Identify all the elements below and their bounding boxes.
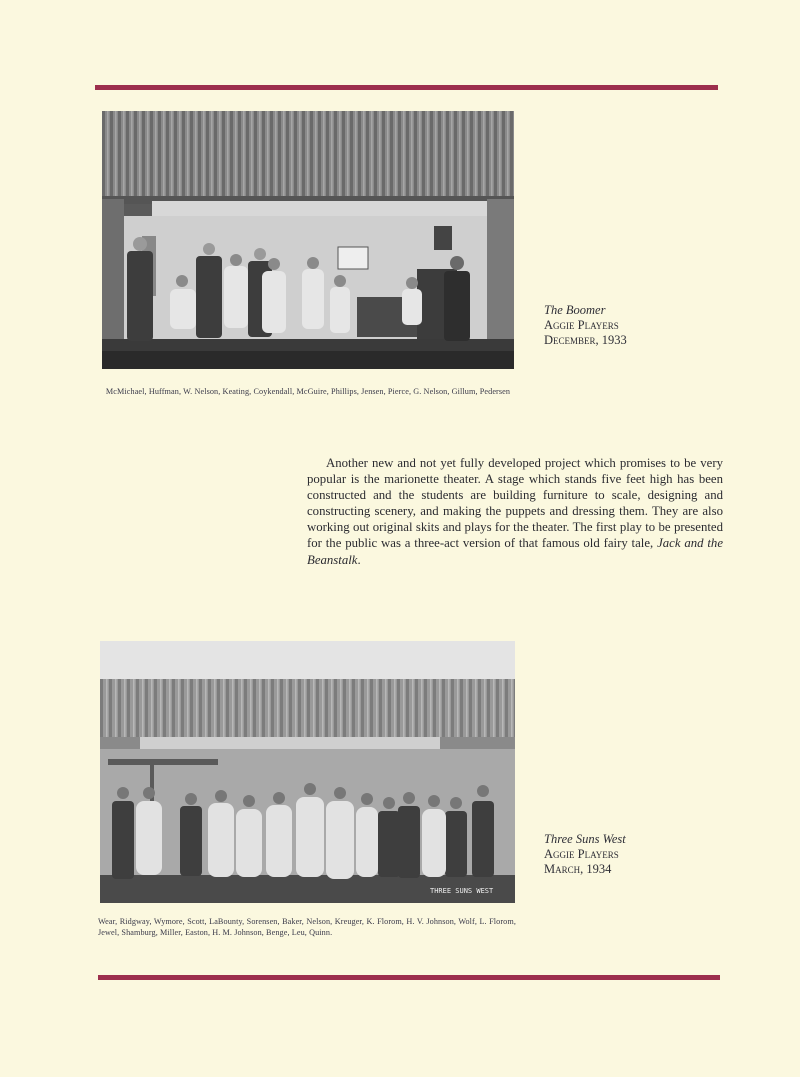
paragraph-end: . bbox=[357, 552, 361, 567]
marionette-theater-paragraph bbox=[307, 455, 723, 568]
the-boomer-caption bbox=[544, 303, 627, 348]
paragraph-play-title: Jack and the Beanstalk bbox=[307, 536, 723, 567]
the-boomer-date: December, 1933 bbox=[544, 333, 627, 347]
the-boomer-title: The Boomer bbox=[544, 303, 606, 317]
three-suns-west-title: Three Suns West bbox=[544, 832, 626, 846]
three-suns-west-photo-sign: THREE SUNS WEST bbox=[430, 887, 494, 895]
three-suns-west-caption bbox=[544, 832, 626, 877]
top-divider-rule bbox=[95, 85, 718, 90]
three-suns-west-photo-graphic bbox=[100, 641, 515, 903]
three-suns-west-group: Aggie Players bbox=[544, 847, 619, 861]
three-suns-west-date: March, 1934 bbox=[544, 862, 612, 876]
bottom-divider-rule bbox=[98, 975, 720, 980]
three-suns-west-cast-names: Wear, Ridgway, Wymore, Scott, LaBounty, Sorensen, Baker, Nelson, Kreuger, K. Florom, H. V. Johnson, Wolf, L. Florom, Jewel, Shamburg, Miller, Easton, H. M. Johnson, Benge, Leu, Quinn. bbox=[98, 917, 516, 937]
the-boomer-cast-names: McMichael, Huffman, W. Nelson, Keating, Coykendall, McGuire, Phillips, Jensen, Pierce, G. Nelson, Gillum, Pedersen bbox=[105, 387, 511, 396]
the-boomer-stage-photo bbox=[102, 111, 514, 369]
the-boomer-photo-graphic bbox=[102, 111, 514, 369]
three-suns-west-stage-photo bbox=[100, 641, 515, 903]
the-boomer-group: Aggie Players bbox=[544, 318, 619, 332]
paragraph-main-text: Another new and not yet fully developed project which promises to be very popular is the marionette theater. A stage which stands five feet high has been constructed and the students are building furniture to scale, designing and constructing scenery, and making the puppets and dressing them. They are also working out original skits and plays for the theater. The first play to be presented for the public was a three-act version of that famous old fairy tale, bbox=[307, 456, 723, 551]
